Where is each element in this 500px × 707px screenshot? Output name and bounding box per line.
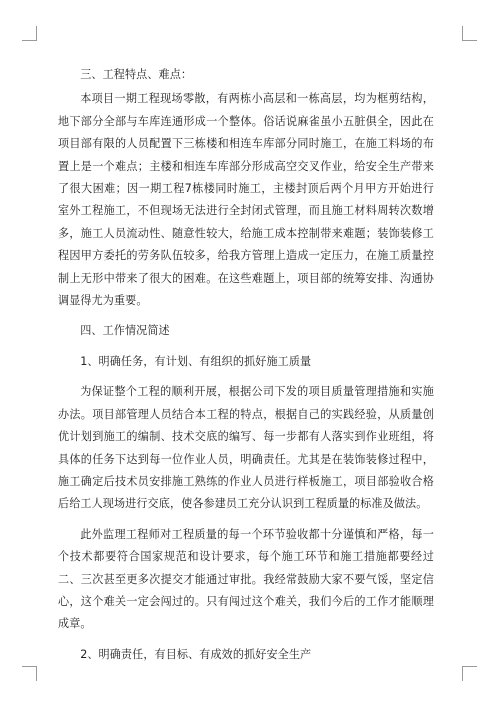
crop-mark-top-right	[462, 26, 477, 41]
section-three-heading: 三、工程特点、难点：	[80, 68, 193, 81]
section-three-paragraph: 本项目一期工程现场零散，有两栋小高层和一栋高层，均为框剪结构，地下部分全部与车库连通形成一个整体。俗话说麻雀虽小五脏俱全，因此在项目部有限的人员配置下三栋楼和相连车库部分同时施工，在施工料场的布置上是一个难点；主楼和相连车库部分形成高空交叉作业，给安全生产带来了很大困难；因一期工程7栋楼同时施工，主楼封顶后两个月甲方开始进行室外工程施工，不但现场无法进行全封闭式管理，而且施工材料周转次数增多，施工人员流动性、随意性较大，给施工成本控制带来难题；装饰装修工程因甲方委托的劳务队伍较多，给我方管理上造成一定压力，在施工质量控制上无形中带来了很大的困难。在这些难题上，项目部的统筹安排、沟通协调显得尤为重要。	[58, 92, 434, 308]
crop-mark-bottom-left	[22, 666, 37, 681]
section-four-heading: 四、工作情况简述	[80, 324, 170, 338]
document-page	[58, 64, 434, 666]
subsection-one-heading: 1、明确任务，有计划、有组织的抓好施工质量	[80, 354, 312, 368]
crop-mark-top-left	[22, 26, 37, 41]
subsection-one-paragraph-one: 为保证整个工程的顺利开展，根据公司下发的项目质量管理措施和实施办法。项目部管理人员结合本工程的特点，根据自己的实践经验，从质量创优计划到施工的编制、技术交底的编写、每一步都有人落实到作业班组，将具体的任务下达到每一位作业人员，明确责任。尤其是在装饰装修过程中，施工确定后技术员安排施工熟练的作业人员进行样板施工，项目部验收合格后给工人现场进行交底，使各参建员工充分认识到工程质量的标准及做法。	[58, 385, 434, 511]
subsection-two-heading: 2、明确责任，有目标、有成效的抓好安全生产	[80, 647, 312, 661]
crop-mark-bottom-right	[462, 666, 477, 681]
subsection-one-paragraph-two: 此外监理工程师对工程质量的每一个环节验收都十分谨慎和严格，每一个技术都要符合国家规范和设计要求，每个施工环节和施工措施都要经过二、三次甚至更多次提交才能通过审批。我经常鼓励大家不要气馁，坚定信心，这个难关一定会闯过的。只有闯过这个难关，我们今后的工作才能顺理成章。	[58, 527, 434, 631]
